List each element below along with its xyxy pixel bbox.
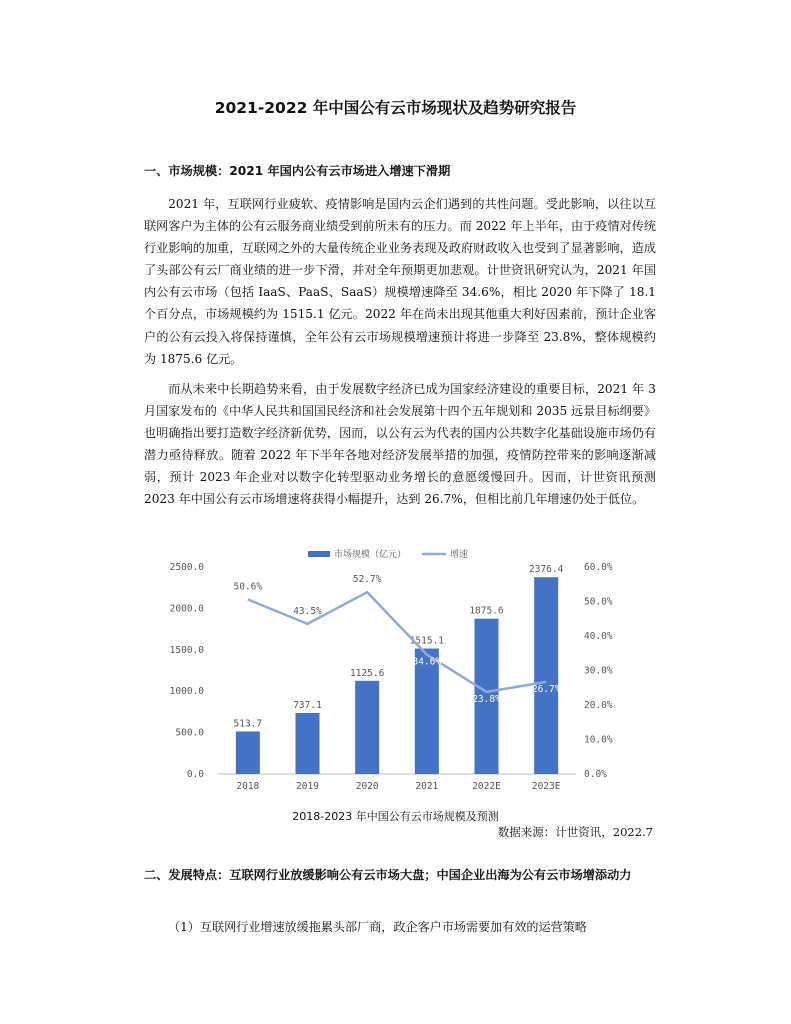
right-axis-tick-label: 50.0%	[584, 596, 613, 608]
left-axis-tick-label: 2500.0	[169, 562, 204, 573]
market-size-chart	[160, 538, 630, 798]
x-axis-tick-label: 2019	[296, 781, 319, 792]
x-axis-ticks	[236, 781, 560, 792]
bar-value-label: 737.1	[293, 699, 322, 711]
chart-caption: 2018-2023 年中国公有云市场规模及预测	[292, 810, 499, 823]
growth-value-label: 50.6%	[233, 581, 263, 593]
growth-value-label: 26.7%	[531, 683, 561, 695]
left-axis-ticks	[170, 562, 205, 780]
growth-value-label: 52.7%	[352, 574, 382, 586]
section-2-heading: 二、发展特点：互联网行业放缓影响公有云市场大盘；中国企业出海为公有云市场增添动力	[144, 868, 632, 882]
x-axis-tick-label: 2022E	[472, 781, 501, 792]
x-axis-tick-label: 2018	[236, 781, 260, 792]
legend-bar-swatch	[308, 551, 330, 557]
section-1-heading: 一、市场规模：2021 年国内公有云市场进入增速下滑期	[144, 164, 451, 178]
growth-value-label: 23.8%	[472, 693, 501, 705]
bar-2018	[236, 731, 260, 774]
section-1-paragraph-1: 2021 年，互联网行业疲软、疫情影响是国内云企们遇到的共性问题。受此影响，以往以互联网客户为主体的公有云服务商业绩受到前所未有的压力。而 2022 年上半年，由于疫情对传统行业影响的加重，互联网之外的大量传统企业业务表现及政府财政收入也受到了显著影响，造成了头部公有云厂商业绩的进一步下滑，并对全年预期更加悲观。计世资讯研究认为，2021 年国内公有云市场（包括 IaaS、PaaS、SaaS）规模增速降至 34.6%，相比 2020 年下降了 18.1 个百分点，市场规模约为 1515.1 亿元。2022 年在尚未出现其他重大利好因素前，预计企业客户的公有云投入将保持谨慎，全年公有云市场规模增速预计将进一步降至 23.8%，整体规模约为 1875.6 亿元。	[144, 197, 656, 366]
right-axis-ticks	[584, 562, 613, 780]
chart-source: 数据来源：计世资讯，2022.7	[497, 825, 653, 839]
right-axis-tick-label: 40.0%	[584, 631, 613, 642]
left-axis-tick-label: 2000.0	[169, 603, 204, 615]
bar-data-labels	[234, 564, 564, 729]
chart-legend	[308, 548, 468, 560]
left-axis-tick-label: 0.0	[186, 769, 204, 780]
left-axis-tick-label: 1500.0	[169, 644, 204, 656]
right-axis-tick-label: 60.0%	[584, 562, 613, 573]
right-axis-tick-label: 0.0%	[584, 769, 607, 780]
bar-2020	[355, 681, 379, 774]
x-axis-tick-label: 2023E	[531, 781, 561, 792]
line-data-labels	[234, 574, 561, 705]
section-1-paragraph-2: 而从未来中长期趋势来看，由于发展数字经济已成为国家经济建设的重要目标，2021 年 3 月国家发布的《中华人民共和国国民经济和社会发展第十四个五年规划和 2035 远景目标纲要》也明确指出要打造数字经济新优势，因而，以公有云为代表的国内公共数字化基础设施市场仍有潜力亟待释放。随着 2022 年下半年各地对经济发展举措的加强，疫情防控带来的影响逐渐减弱，预计 2023 年企业对以数字化转型驱动业务增长的意愿缓慢回升。因而，计世资讯预测 2023 年中国公有云市场增速将获得小幅提升，达到 26.7%，但相比前几年增速仍处于低位。	[144, 382, 656, 507]
bar-series	[233, 577, 558, 774]
bar-2023E	[534, 577, 558, 774]
document-title: 2021-2022 年中国公有云市场现状及趋势研究报告	[214, 99, 577, 117]
right-axis-tick-label: 20.0%	[584, 700, 613, 711]
legend-line-label: 增速	[450, 550, 469, 560]
right-axis-tick-label: 30.0%	[584, 665, 613, 677]
x-axis-tick-label: 2020	[355, 781, 379, 792]
bar-2019	[296, 713, 320, 774]
legend-bar-label: 市场规模（亿元）	[334, 550, 407, 560]
bar-value-label: 2376.4	[529, 564, 564, 576]
growth-value-label: 43.5%	[293, 605, 322, 617]
growth-value-label: 34.6%	[412, 656, 442, 668]
right-axis-tick-label: 10.0%	[584, 734, 613, 746]
section-2-subheading-1: （1）互联网行业增速放缓拖累头部厂商，政企客户市场需要加有效的运营策略	[168, 920, 587, 934]
left-axis-tick-label: 1000.0	[169, 686, 204, 698]
left-axis-tick-label: 500.0	[175, 727, 204, 739]
x-axis-tick-label: 2021	[415, 781, 439, 792]
bar-value-label: 513.7	[233, 718, 263, 730]
bar-value-label: 1875.6	[469, 605, 504, 617]
bar-value-label: 1515.1	[409, 635, 444, 647]
bar-value-label: 1125.6	[350, 667, 385, 679]
